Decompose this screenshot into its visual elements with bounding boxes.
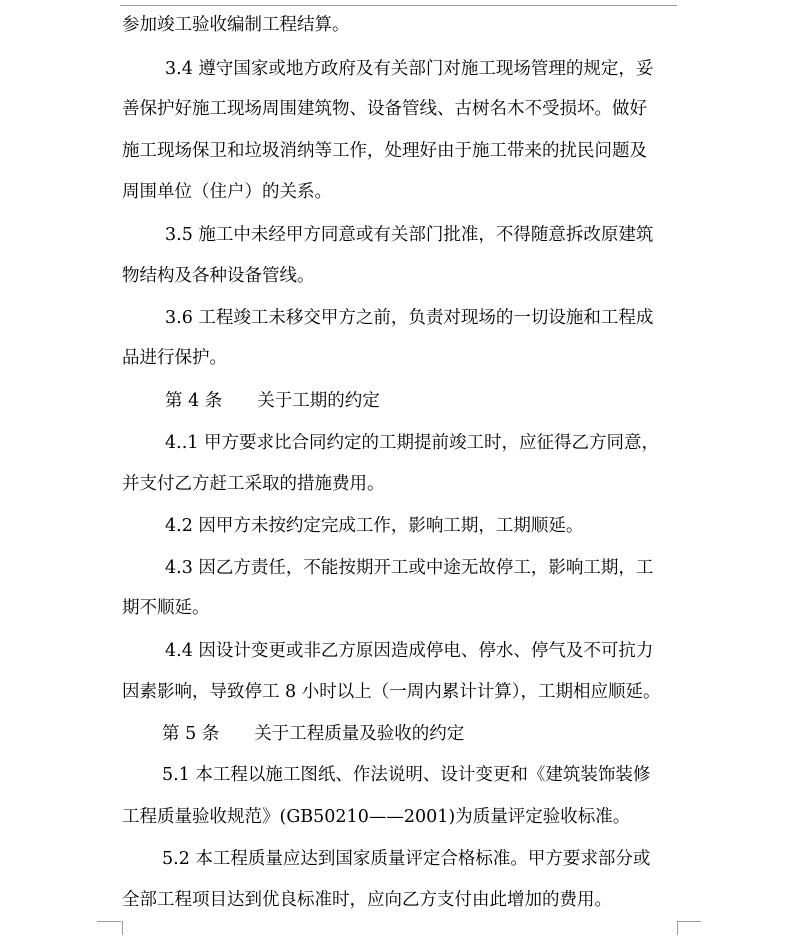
- crop-mark-right: [677, 921, 704, 935]
- text-line: 因素影响，导致停工 8 小时以上（一周内累计计算），工期相应顺延。: [122, 682, 661, 702]
- page-top-rule: [120, 5, 677, 6]
- crop-mark-left: [96, 921, 123, 935]
- paragraph-4-1: 4..1 甲方要求比合同约定的工期提前竣工时，应征得乙方同意，: [165, 433, 659, 453]
- crop-mark-left-h: [97, 921, 121, 922]
- text-line: 期不顺延。: [122, 598, 210, 618]
- article-4-heading: 第 4 条 关于工期的约定: [165, 391, 380, 411]
- paragraph-3-5: 3.5 施工中未经甲方同意或有关部门批准，不得随意拆改原建筑: [165, 225, 654, 245]
- article-5-heading: 第 5 条 关于工程质量及验收的约定: [162, 724, 465, 744]
- text-line: 品进行保护。: [122, 348, 227, 368]
- paragraph-4-3: 4.3 因乙方责任，不能按期开工或中途无故停工，影响工期，工: [165, 558, 654, 578]
- paragraph-4-2: 4.2 因甲方未按约定完成工作，影响工期，工期顺延。: [165, 516, 584, 536]
- text-line: 善保护好施工现场周围建筑物、设备管线、古树名木不受损坏。做好: [122, 99, 647, 119]
- text-line: 施工现场保卫和垃圾消纳等工作，处理好由于施工带来的扰民问题及: [122, 141, 647, 161]
- paragraph-5-2: 5.2 本工程质量应达到国家质量评定合格标准。甲方要求部分或: [162, 849, 651, 869]
- text-line: 并支付乙方赶工采取的措施费用。: [122, 474, 385, 494]
- text-line: 参加竣工验收编制工程结算。: [122, 15, 350, 35]
- paragraph-3-6: 3.6 工程竣工未移交甲方之前，负责对现场的一切设施和工程成: [165, 308, 654, 328]
- paragraph-5-1: 5.1 本工程以施工图纸、作法说明、设计变更和《建筑装饰装修: [162, 765, 651, 785]
- text-line: 物结构及各种设备管线。: [122, 266, 315, 286]
- text-line: 工程质量验收规范》(GB50210——2001)为质量评定验收标准。: [122, 807, 631, 827]
- crop-mark-right-h: [677, 921, 701, 922]
- paragraph-4-4: 4.4 因设计变更或非乙方原因造成停电、停水、停气及不可抗力: [165, 641, 654, 661]
- text-line: 周围单位（住户）的关系。: [122, 182, 332, 202]
- text-line: 全部工程项目达到优良标准时，应向乙方支付由此增加的费用。: [122, 890, 612, 910]
- paragraph-3-4: 3.4 遵守国家或地方政府及有关部门对施工现场管理的规定，妥: [165, 59, 654, 79]
